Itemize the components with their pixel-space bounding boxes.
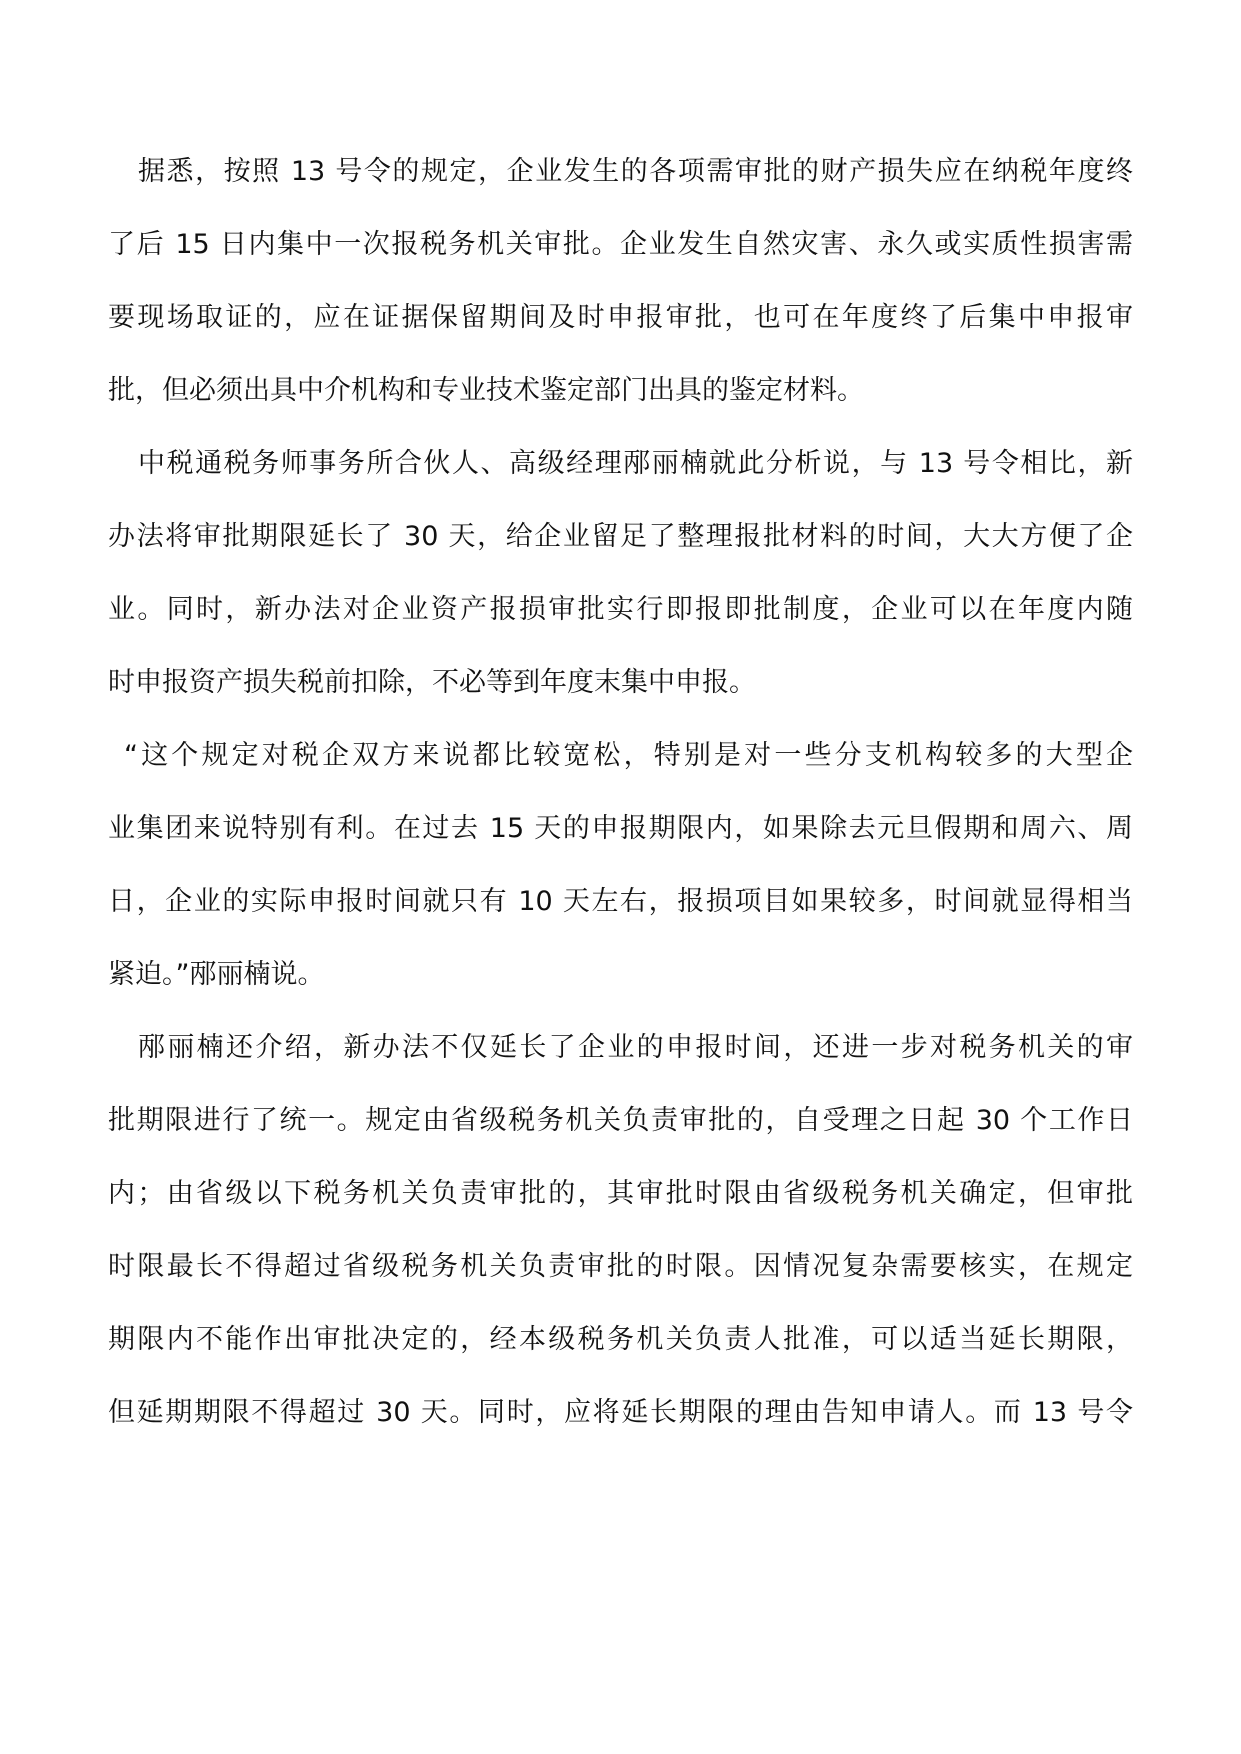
paragraph-1-line-2: 了后 15 日内集中一次报税务机关审批。企业发生自然灾害、永久或实质性损害需: [108, 229, 1133, 260]
paragraph-1-line-4: 批，但必须出具中介机构和专业技术鉴定部门出具的鉴定材料。: [108, 375, 864, 406]
paragraph-3-line-3: 日，企业的实际申报时间就只有 10 天左右，报损项目如果较多，时间就显得相当: [108, 886, 1133, 917]
paragraph-2-line-2: 办法将审批期限延长了 30 天，给企业留足了整理报批材料的时间，大大方便了企: [108, 521, 1133, 552]
paragraph-4-line-1: 邴丽楠还介绍，新办法不仅延长了企业的申报时间，还进一步对税务机关的审: [138, 1032, 1133, 1063]
paragraph-3-line-1: “这个规定对税企双方来说都比较宽松，特别是对一些分支机构较多的大型企: [124, 740, 1133, 771]
paragraph-2-line-3: 业。同时，新办法对企业资产报损审批实行即报即批制度，企业可以在年度内随: [108, 594, 1133, 625]
paragraph-2-line-4: 时申报资产损失税前扣除，不必等到年度末集中申报。: [108, 667, 756, 698]
paragraph-4-line-2: 批期限进行了统一。规定由省级税务机关负责审批的，自受理之日起 30 个工作日: [108, 1105, 1133, 1136]
paragraph-1-line-3: 要现场取证的，应在证据保留期间及时申报审批，也可在年度终了后集中申报审: [108, 302, 1133, 333]
paragraph-1-line-1: 据悉，按照 13 号令的规定，企业发生的各项需审批的财产损失应在纳税年度终: [138, 156, 1133, 187]
paragraph-3-line-2: 业集团来说特别有利。在过去 15 天的申报期限内，如果除去元旦假期和周六、周: [108, 813, 1133, 844]
paragraph-2-line-1: 中税通税务师事务所合伙人、高级经理邴丽楠就此分析说，与 13 号令相比，新: [138, 448, 1133, 479]
paragraph-4-line-6: 但延期期限不得超过 30 天。同时，应将延长期限的理由告知申请人。而 13 号令: [108, 1397, 1133, 1428]
paragraph-4-line-3: 内；由省级以下税务机关负责审批的，其审批时限由省级税务机关确定，但审批: [108, 1178, 1133, 1209]
paragraph-3-line-4: 紧迫。”邴丽楠说。: [108, 959, 325, 990]
paragraph-4-line-4: 时限最长不得超过省级税务机关负责审批的时限。因情况复杂需要核实，在规定: [108, 1251, 1133, 1282]
paragraph-4-line-5: 期限内不能作出审批决定的，经本级税务机关负责人批准，可以适当延长期限，: [108, 1324, 1133, 1355]
